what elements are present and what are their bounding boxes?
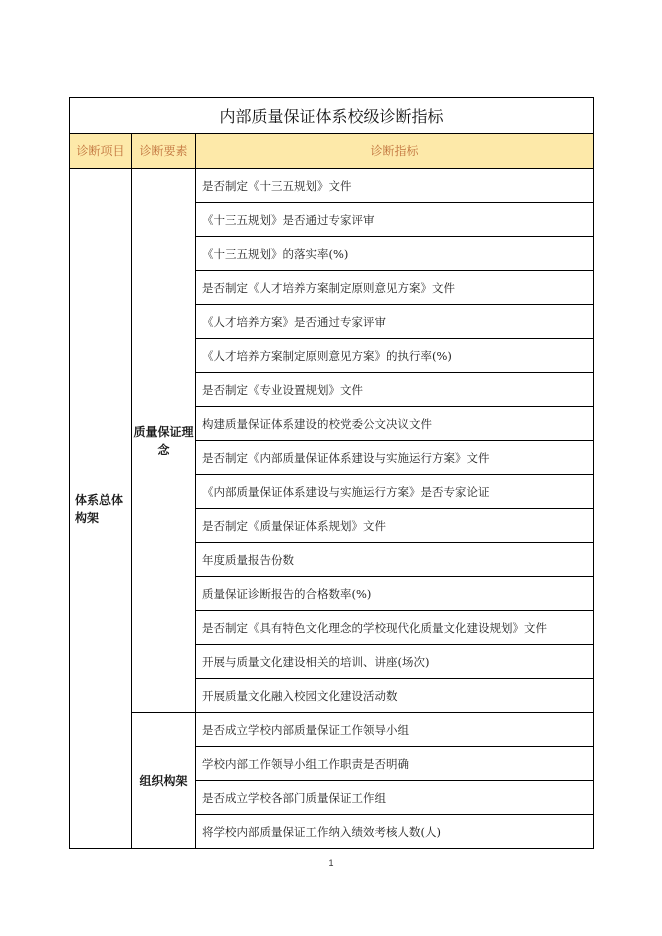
indicator-cell: 质量保证诊断报告的合格数率(%) xyxy=(196,577,594,611)
indicator-cell: 《十三五规划》的落实率(%) xyxy=(196,237,594,271)
indicator-cell: 是否成立学校内部质量保证工作领导小组 xyxy=(196,713,594,747)
table-title: 内部质量保证体系校级诊断指标 xyxy=(70,98,594,134)
indicator-cell: 《人才培养方案制定原则意见方案》的执行率(%) xyxy=(196,339,594,373)
indicator-cell: 是否成立学校各部门质量保证工作组 xyxy=(196,781,594,815)
header-item: 诊断项目 xyxy=(70,134,132,169)
table-row xyxy=(70,169,594,203)
indicator-cell: 是否制定《质量保证体系规划》文件 xyxy=(196,509,594,543)
indicator-cell: 《内部质量保证体系建设与实施运行方案》是否专家论证 xyxy=(196,475,594,509)
indicator-cell: 开展与质量文化建设相关的培训、讲座(场次) xyxy=(196,645,594,679)
indicator-table xyxy=(69,97,594,849)
indicator-cell: 学校内部工作领导小组工作职责是否明确 xyxy=(196,747,594,781)
indicator-cell: 开展质量文化融入校园文化建设活动数 xyxy=(196,679,594,713)
indicator-cell: 《人才培养方案》是否通过专家评审 xyxy=(196,305,594,339)
header-element: 诊断要素 xyxy=(132,134,196,169)
indicator-cell: 构建质量保证体系建设的校党委公文决议文件 xyxy=(196,407,594,441)
table-row xyxy=(70,713,594,747)
indicator-cell: 是否制定《内部质量保证体系建设与实施运行方案》文件 xyxy=(196,441,594,475)
page-number: 1 xyxy=(328,858,334,868)
indicator-cell: 将学校内部质量保证工作纳入绩效考核人数(人) xyxy=(196,815,594,849)
group-organization: 组织构架 xyxy=(132,713,196,849)
header-indicator: 诊断指标 xyxy=(196,134,594,169)
category-cell: 体系总体构架 xyxy=(70,169,132,849)
indicator-cell: 《十三五规划》是否通过专家评审 xyxy=(196,203,594,237)
indicator-cell: 是否制定《十三五规划》文件 xyxy=(196,169,594,203)
indicator-cell: 年度质量报告份数 xyxy=(196,543,594,577)
indicator-cell: 是否制定《人才培养方案制定原则意见方案》文件 xyxy=(196,271,594,305)
indicator-cell: 是否制定《具有特色文化理念的学校现代化质量文化建设规划》文件 xyxy=(196,611,594,645)
header-row xyxy=(70,134,594,169)
group-quality-concept: 质量保证理念 xyxy=(132,169,196,713)
indicator-cell: 是否制定《专业设置规划》文件 xyxy=(196,373,594,407)
